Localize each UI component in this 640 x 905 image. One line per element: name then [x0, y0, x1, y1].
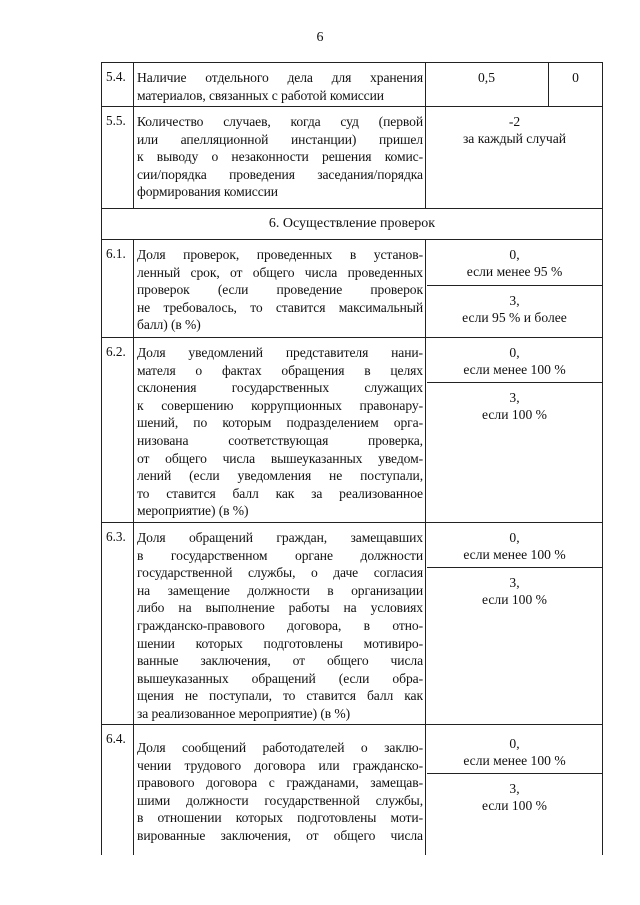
description-line: или апелляционной инстанции) пришел — [137, 131, 423, 147]
row-number: 6.1. — [102, 240, 134, 337]
score-condition: если менее 100 % — [463, 362, 566, 377]
description-line: не требовалось, то ставится максимальный — [137, 299, 423, 315]
description-line: в государственном органе должности — [137, 547, 423, 563]
row-number: 6.3. — [102, 523, 134, 724]
row-number: 6.4. — [102, 725, 134, 855]
score-value: 0, — [509, 345, 520, 360]
row-number: 5.5. — [102, 107, 134, 208]
score-value: 3, — [509, 293, 520, 308]
description-line: сии/порядка проведения заседания/порядка — [137, 166, 423, 182]
row-description — [135, 240, 426, 337]
section-heading: 6. Осуществление проверок — [101, 208, 603, 239]
row-description — [135, 63, 426, 106]
score-value: -2 — [508, 114, 521, 129]
value-divider — [427, 285, 602, 286]
description-line: Доля сообщений работодателей о заклю- — [137, 740, 423, 755]
score-condition: если менее 100 % — [463, 547, 566, 562]
description-line: мероприятие) (в %) — [137, 503, 249, 519]
table-row-5-5 — [101, 106, 603, 208]
score-condition: если 95 % и более — [462, 310, 567, 325]
score-condition: за каждый случай — [462, 131, 567, 146]
description-line: материалов, связанных с работой комиссии — [137, 87, 384, 103]
score-condition: если 100 % — [482, 798, 547, 813]
description-line: чении трудового договора или гражданско- — [137, 757, 423, 773]
score-value: 0, — [509, 247, 520, 262]
value-divider — [427, 773, 602, 774]
value-divider — [427, 567, 602, 568]
description-line: ленный срок, от общего числа проведенных — [137, 264, 423, 280]
table-row-6-2 — [101, 337, 603, 522]
description-line: шений, по которым подразделением орга- — [137, 415, 423, 431]
description-line: Количество случаев, когда суд (первой — [137, 114, 423, 129]
row-number: 6.2. — [102, 338, 134, 522]
description-line: государственной службы, о даче согласия — [137, 565, 423, 581]
score-condition: если менее 95 % — [466, 264, 563, 279]
row-description — [135, 107, 426, 208]
description-line: щения не поступали, то ставится балл как — [137, 688, 423, 704]
description-line: в отношении которых подготовлены моти- — [137, 810, 423, 826]
description-line: ванные заключения, от общего числа — [137, 653, 423, 669]
description-line: мателя о фактах обращения в целях — [137, 362, 423, 378]
row-values — [427, 240, 602, 337]
description-line: от общего числа вышеуказанных уведом- — [137, 450, 423, 466]
description-line: шими должности государственной службы, — [137, 792, 423, 808]
score-value: 3, — [509, 781, 520, 796]
description-line: за реализованное мероприятие) (в %) — [137, 705, 351, 721]
row-values — [427, 63, 602, 106]
description-line: проверок (если проведение проверок — [137, 282, 423, 298]
row-values — [427, 107, 602, 208]
description-line: шении которых подготовлены мотивиро- — [137, 635, 423, 651]
table-row-6-1 — [101, 239, 603, 337]
score-value: 3, — [509, 390, 520, 405]
row-values — [427, 725, 602, 855]
description-line: гражданско-правового договора, в отно- — [137, 617, 423, 633]
description-line: к совершению коррупционных правонару- — [137, 397, 423, 413]
score-value: 0 — [572, 70, 579, 85]
description-line: балл) (в %) — [137, 317, 201, 333]
table-row-6-4 — [101, 724, 603, 855]
description-line: то ставится балл как за реализованное — [137, 485, 423, 501]
description-line: низована соответствующая проверка, — [137, 432, 423, 448]
page-number: 6 — [316, 30, 324, 45]
row-values — [427, 523, 602, 724]
description-line: формирования комиссии — [137, 184, 278, 200]
value-divider — [427, 382, 602, 383]
description-line: склонения государственных служащих — [137, 380, 423, 396]
row-description — [135, 725, 426, 855]
description-line: правового договора с гражданами, замещав- — [137, 775, 423, 791]
description-line: лений (если уведомления не поступали, — [137, 468, 423, 484]
table-row-6-3 — [101, 522, 603, 724]
description-line: Доля проверок, проведенных в установ- — [137, 247, 423, 262]
score-condition: если 100 % — [482, 407, 547, 422]
description-line: вированные заключения, от общего числа — [137, 827, 423, 843]
score-condition: если менее 100 % — [463, 753, 566, 768]
table-row-5-4 — [101, 62, 603, 106]
criteria-table — [101, 62, 603, 855]
score-value: 0,5 — [478, 70, 495, 85]
description-line: к выводу о незаконности решения комис- — [137, 149, 423, 165]
score-value: 3, — [509, 575, 520, 590]
score-value: 0, — [509, 736, 520, 751]
score-value: 0, — [509, 530, 520, 545]
description-line: либо на выполнение работы на условиях — [137, 600, 423, 616]
description-line: Наличие отдельного дела для хранения — [137, 70, 423, 85]
description-line: Доля обращений граждан, замещавших — [137, 530, 423, 545]
description-line: на замещение должности в организации — [137, 582, 423, 598]
row-number: 5.4. — [102, 63, 134, 106]
score-condition: если 100 % — [482, 592, 547, 607]
row-values — [427, 338, 602, 522]
row-description — [135, 523, 426, 724]
description-line: вышеуказанных обращений (если обра- — [137, 670, 423, 686]
row-description — [135, 338, 426, 522]
description-line: Доля уведомлений представителя нани- — [137, 345, 423, 360]
